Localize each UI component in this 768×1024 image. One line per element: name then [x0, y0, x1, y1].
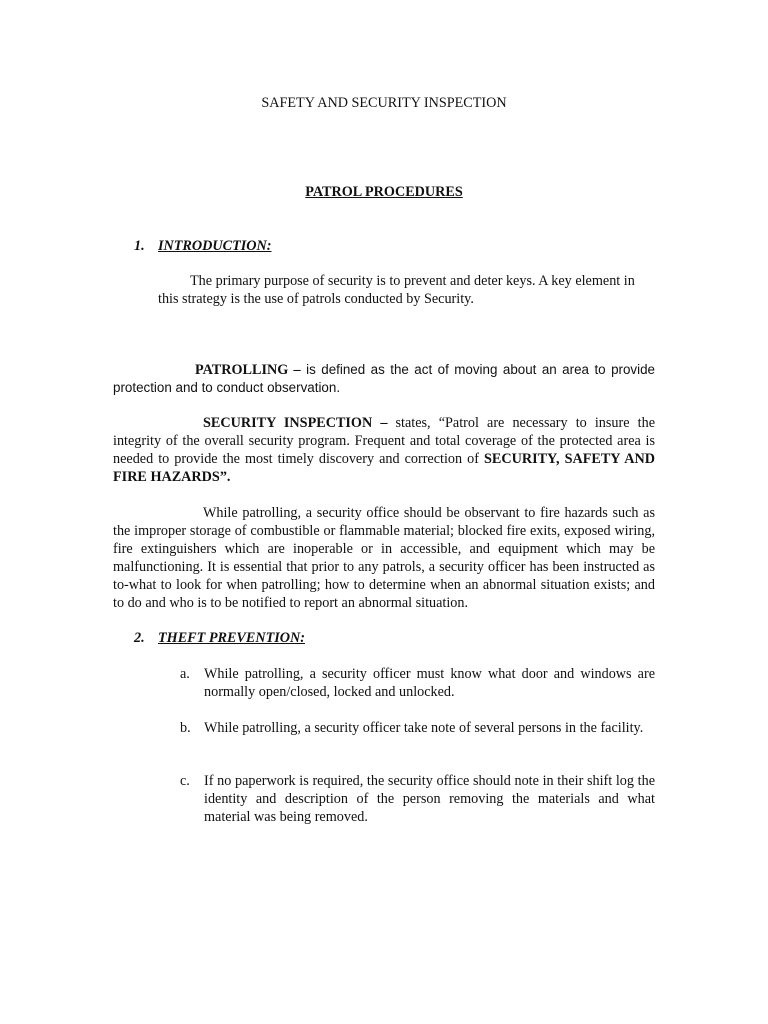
list-marker: c.: [180, 773, 190, 789]
list-item: [180, 772, 655, 826]
section-heading-theft-prevention: [134, 629, 305, 647]
section-heading-introduction: [134, 237, 272, 255]
document-subtitle: PATROL PROCEDURES: [305, 184, 463, 200]
security-inspection-text: states, “Patrol are necessary to insure the integrity of the overall security program. Frequent and total coverage of the protected area is needed to provide the most timely discovery and correction of: [113, 415, 655, 467]
fire-hazards-paragraph: While patrolling, a security office should be observant to fire hazards such as the improper storage of combustible or flammable material; blocked fire exits, exposed wiring, fire extinguishers which are inoperable or in accessible, and equipment which may be malfunctioning. It is essential that prior to any patrols, a security officer has been instructed as to-what to look for when patrolling; how to determine when an abnormal situation exists; and to do and who is to be notified to report an abnormal situation.: [113, 505, 655, 611]
list-item-text: While patrolling, a security officer take note of several persons in the facility.: [204, 720, 644, 736]
security-inspection-paragraph: [113, 414, 655, 486]
patrolling-definition: is defined as the act of moving about an area to provide protection and to conduct observation.: [113, 362, 655, 395]
section-title: INTRODUCTION:: [158, 238, 272, 254]
list-marker: b.: [180, 720, 191, 736]
security-inspection-emphasis: SECURITY, SAFETY AND FIRE HAZARDS”.: [113, 451, 656, 485]
introduction-paragraph: The primary purpose of security is to prevent and deter keys. A key element in this strategy is the use of patrols conducted by Security.: [158, 273, 635, 307]
section-title: THEFT PREVENTION:: [158, 630, 306, 646]
document-title: SAFETY AND SECURITY INSPECTION: [261, 95, 507, 111]
patrolling-term: PATROLLING –: [195, 362, 301, 378]
list-item-text: While patrolling, a security officer must know what door and windows are normally open/closed, locked and unlocked.: [204, 666, 655, 700]
section-number: 2.: [134, 630, 145, 646]
security-inspection-term: SECURITY INSPECTION –: [203, 415, 388, 431]
list-item-text: If no paperwork is required, the security office should note in their shift log the identity and description of the person removing the materials and what material was being removed.: [204, 773, 655, 825]
section-number: 1.: [134, 238, 145, 254]
list-item: [180, 719, 655, 737]
list-item: [180, 665, 655, 701]
list-marker: a.: [180, 666, 190, 682]
patrolling-definition-paragraph: [113, 361, 655, 397]
